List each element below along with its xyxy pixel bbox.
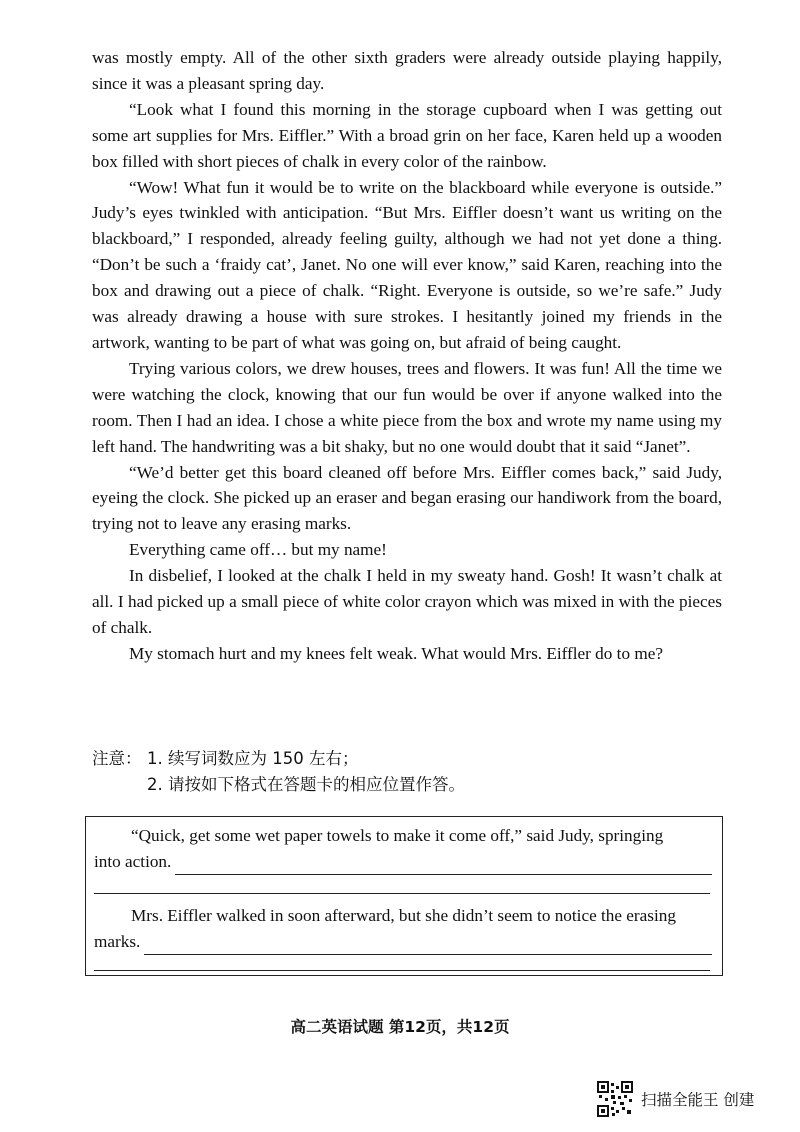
scanner-watermark-text: 扫描全能王 创建: [641, 1091, 755, 1109]
story-paragraph: “Wow! What fun it would be to write on the blackboard while everyone is outside.” Judy’s eyes twinkled with anticipation. “But Mrs. Eiffler doesn’t want us writing on the blackboard,” I responded, already feeling guilty, although we had not yet done a thing. “Don’t be such a ‘fraidy cat’, Janet. No one will ever know,” said Karen, reaching into the box and drawing out a piece of chalk. “Right. Everyone is outside, so we’re safe.” Judy was already drawing a house with sure strokes. I hesitantly joined my friends in the artwork, wanting to be part of what was going on, but afraid of being caught.: [92, 177, 722, 352]
paragraph-opening-end: into action.: [94, 852, 172, 871]
instruction-item: 2. 请按如下格式在答题卡的相应位置作答。: [147, 775, 465, 794]
story-text: [92, 45, 722, 667]
answer-line: [94, 893, 710, 894]
paragraph-opening: “Quick, get some wet paper towels to make it come off,” said Judy, springing: [131, 826, 664, 845]
page-footer: 高二英语试题 第12页，共12页: [290, 1018, 510, 1036]
paragraph-opening-end: marks.: [94, 932, 141, 951]
scanner-watermark: [597, 1080, 754, 1118]
answer-format-box: [85, 816, 723, 976]
story-paragraph: Everything came off… but my name!: [129, 540, 387, 560]
story-paragraph: “We’d better get this board cleaned off before Mrs. Eiffler comes back,” said Judy, eyeing the clock. She picked up an eraser and began erasing our handiwork from the board, trying not to leave any erasing marks.: [92, 462, 722, 534]
paragraph-opening: Mrs. Eiffler walked in soon afterward, but she didn’t seem to notice the erasing: [131, 906, 676, 925]
answer-line: [175, 856, 712, 875]
instructions-label: 注意：: [92, 749, 142, 768]
story-paragraph: My stomach hurt and my knees felt weak. What would Mrs. Eiffler do to me?: [129, 643, 663, 663]
story-paragraph: Trying various colors, we drew houses, trees and flowers. It was fun! All the time we were watching the clock, knowing that our fun would be over if anyone walked into the room. Then I had an idea. I chose a white piece from the box and wrote my name using my left hand. The handwriting was a bit shaky, but no one would doubt that it said “Janet”.: [92, 358, 722, 456]
answer-line: [144, 936, 712, 955]
answer-line: [94, 970, 710, 971]
qr-code-icon: [597, 1081, 633, 1117]
story-paragraph: “Look what I found this morning in the storage cupboard when I was getting out some art supplies for Mrs. Eiffler.” With a broad grin on her face, Karen held up a wooden box filled with short pieces of chalk in every color of the rainbow.: [92, 99, 722, 171]
continuation-paragraph-2: [94, 903, 716, 955]
story-paragraph: was mostly empty. All of the other sixth graders were already outside playing happily, since it was a pleasant spring day.: [92, 48, 722, 93]
instructions: [92, 746, 732, 798]
instruction-item: 1. 续写词数应为 150 左右；: [147, 749, 359, 768]
continuation-paragraph-1: [94, 823, 716, 875]
story-paragraph: In disbelief, I looked at the chalk I held in my sweaty hand. Gosh! It wasn’t chalk at all. I had picked up a small piece of white color crayon which was mixed in with the pieces of chalk.: [92, 566, 722, 637]
